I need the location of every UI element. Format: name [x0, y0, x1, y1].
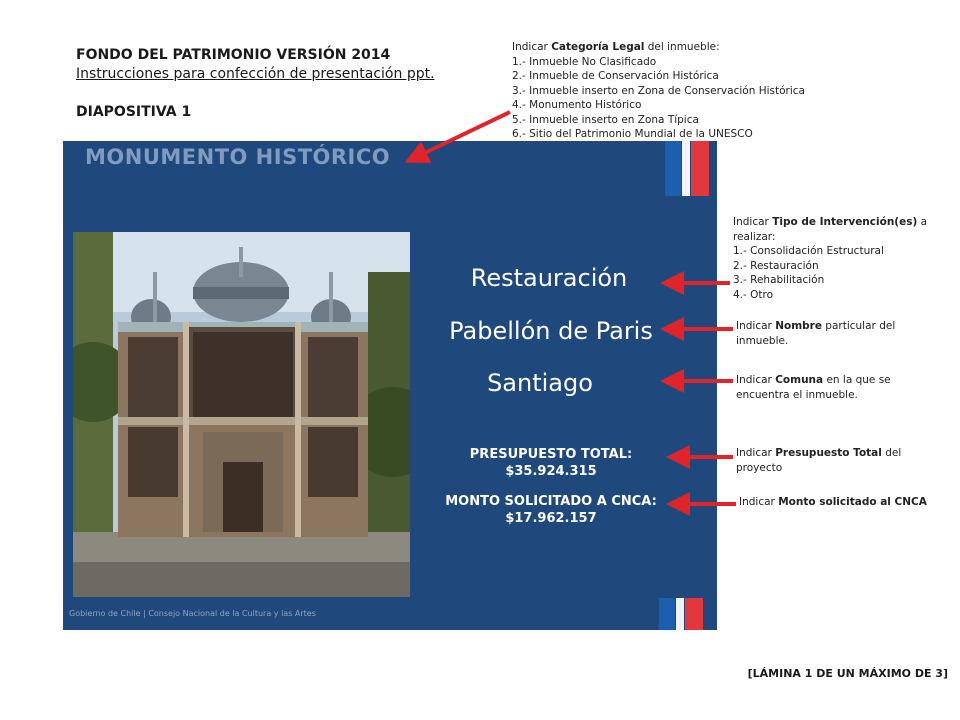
chile-flag-emblem-small — [659, 598, 703, 630]
note-commune: Indicar Comuna en la que se encuentra el inmueble. — [736, 374, 891, 401]
slide-budget — [421, 446, 681, 480]
category-option: 5.- Inmueble inserto en Zona Típica — [512, 113, 699, 126]
category-option: 6.- Sitio del Patrimonio Mundial de la UNESCO — [512, 128, 753, 140]
slide-property-name: Pabellón de Paris — [449, 317, 653, 345]
category-option: 4.- Monumento Histórico — [512, 99, 642, 111]
slide-category-heading: MONUMENTO HISTÓRICO — [85, 145, 391, 169]
document-title: FONDO DEL PATRIMONIO VERSIÓN 2014 — [76, 47, 391, 63]
note-requested-amount: Indicar Monto solicitado al CNCA — [739, 496, 927, 508]
slide-budget-label: PRESUPUESTO TOTAL: — [469, 447, 633, 462]
slide-label: DIAPOSITIVA 1 — [76, 104, 192, 120]
slide-commune: Santiago — [487, 369, 593, 397]
slide-footer: Gobierno de Chile | Consejo Nacional de la Cultura y las Artes — [69, 609, 316, 618]
slide-preview — [63, 141, 717, 630]
slide-request-label: MONTO SOLICITADO A CNCA: — [445, 494, 657, 509]
intervention-option: 2.- Restauración — [733, 259, 819, 272]
slide-intervention: Restauración — [470, 264, 628, 292]
note-legal-category: Indicar Categoría Legal del inmueble: 1.- Inmueble No Clasificado 2.- Inmueble de Conservación Histórica 3.- Inmueble inserto en Zona de Conservación Histórica 4.- Monumento Histórico 5.- Inmueble inserto en Zona Típica 6.- Sitio del Patrimonio Mundial de la UNESCO — [512, 40, 952, 142]
intervention-option: 4.- Otro — [733, 288, 774, 301]
category-option: 2.- Inmueble de Conservación Histórica — [512, 70, 719, 82]
intervention-option: 3.- Rehabilitación — [733, 274, 825, 286]
chile-flag-emblem — [665, 141, 709, 196]
slide-budget-value: $35.924.315 — [505, 464, 597, 479]
slide-request — [421, 493, 681, 527]
building-photo — [73, 232, 410, 597]
note-total-budget: Indicar Presupuesto Total del proyecto — [736, 447, 902, 474]
document-subtitle: Instrucciones para confección de presentación ppt. — [76, 66, 435, 82]
slide-request-value: $17.962.157 — [505, 511, 597, 526]
note-property-name: Indicar Nombre particular del inmueble. — [736, 320, 896, 347]
page-count-note: [LÁMINA 1 DE UN MÁXIMO DE 3] — [747, 667, 948, 680]
intervention-option: 1.- Consolidación Estructural — [733, 245, 884, 257]
note-intervention-type: Indicar Tipo de Intervención(es) a realizar: 1.- Consolidación Estructural 2.- Restauración 3.- Rehabilitación 4.- Otro — [733, 215, 948, 302]
category-option: 1.- Inmueble No Clasificado — [512, 55, 657, 68]
category-option: 3.- Inmueble inserto en Zona de Conservación Histórica — [512, 84, 805, 97]
